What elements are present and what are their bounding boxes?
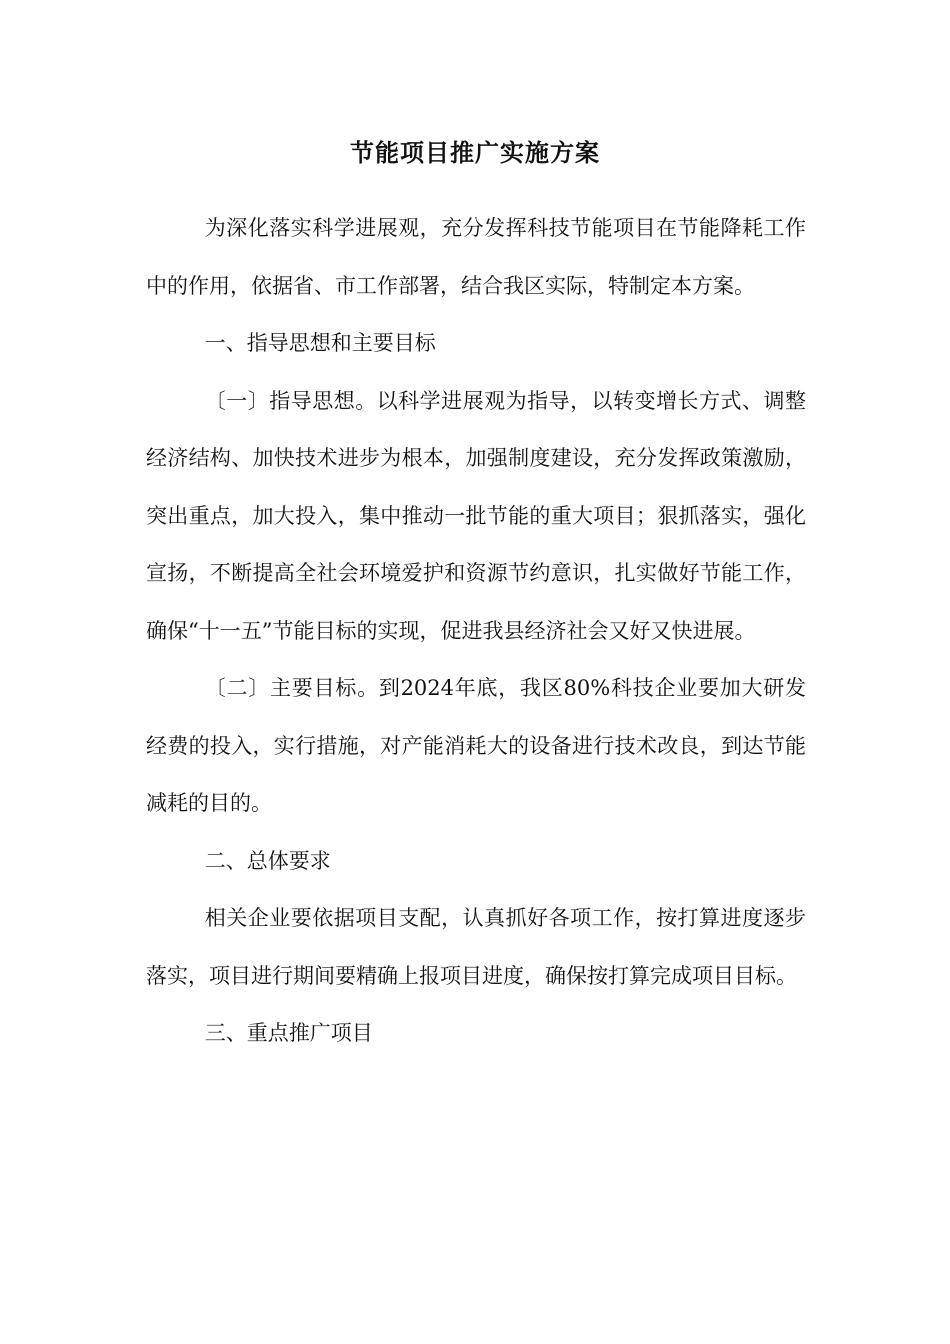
paragraph-guiding-ideology: 〔一〕指导思想。以科学进展观为指导，以转变增长方式、调整经济结构、加快技术进步为根本，加强制度建设，充分发挥政策激励，突出重点，加大投入，集中推动一批节能的重大项目；狠抓落实，强化宣扬，不断提高全社会环境爱护和资源节约意识，扎实做好节能工作，确保“十一五”节能目标的实现，促进我县经济社会又好又快进展。 [146,388,806,643]
heading-section-3: 三、重点推广项目 [204,1021,373,1045]
heading-section-2: 二、总体要求 [204,848,331,873]
document-title: 节能项目推广实施方案 [350,138,600,167]
paragraph-overall-requirements: 相关企业要依据项目支配，认真抓好各项工作，按打算进度逐步落实，项目进行期间要精确上报项目进度，确保按打算完成项目目标。 [146,906,806,988]
paragraph-intro: 为深化落实科学进展观，充分发挥科技节能项目在节能降耗工作中的作用，依据省、市工作部署，结合我区实际，特制定本方案。 [146,216,806,298]
heading-section-1: 一、指导思想和主要目标 [204,331,436,355]
paragraph-main-goals: 〔二〕主要目标。到2024年底，我区80%科技企业要加大研发经费的投入，实行措施，对产能消耗大的设备进行技术改良，到达节能减耗的目的。 [146,676,806,815]
document-body [146,200,806,1063]
